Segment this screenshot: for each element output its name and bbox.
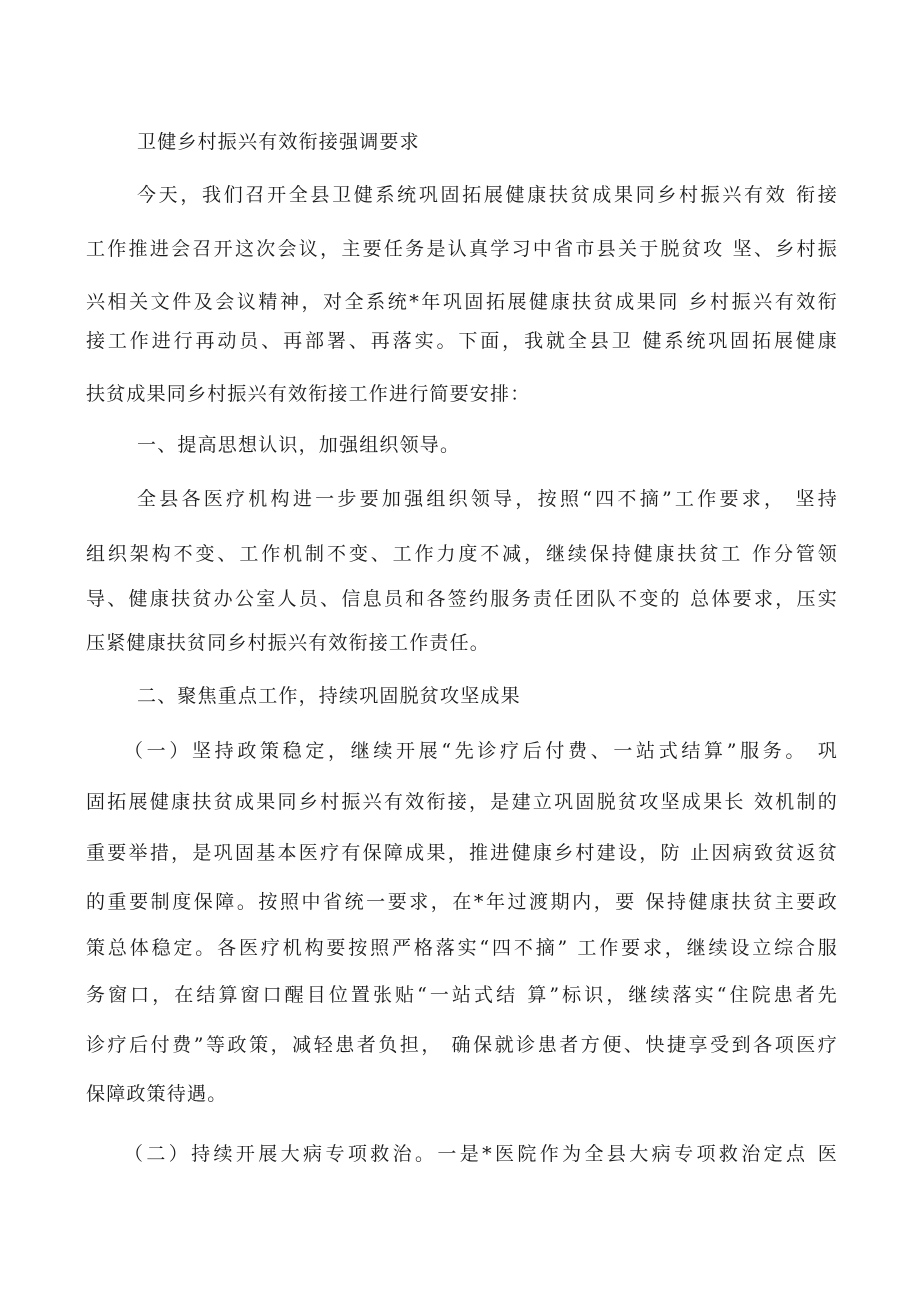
- paragraph-line: 的重要制度保障。按照中省统一要求，在*年过渡期内，要 保持健康扶贫主要政: [86, 891, 838, 913]
- paragraph-line: （二）持续开展大病专项救治。一是*医院作为全县大病专项救治定点 医: [124, 1143, 838, 1165]
- section-heading: 二、聚焦重点工作，持续巩固脱贫攻坚成果: [137, 685, 521, 707]
- paragraph-line: 全县各医疗机构进一步要加强组织领导，按照“四不摘”工作要求， 坚持: [137, 488, 838, 510]
- paragraph-line: 扶贫成果同乡村振兴有效衔接工作进行简要安排：: [86, 383, 531, 405]
- paragraph-line: 导、健康扶贫办公室人员、信息员和各签约服务责任团队不变的 总体要求，压实: [86, 588, 838, 610]
- paragraph-line: 固拓展健康扶贫成果同乡村振兴有效衔接，是建立巩固脱贫攻坚成果长 效机制的: [86, 791, 838, 813]
- paragraph-line: 策总体稳定。各医疗机构要按照严格落实“四不摘” 工作要求，继续设立综合服: [86, 937, 838, 959]
- paragraph-line: 保障政策待遇。: [86, 1083, 228, 1105]
- section-heading: 一、提高思想认识，加强组织领导。: [137, 434, 461, 456]
- paragraph-line: 重要举措，是巩固基本医疗有保障成果，推进健康乡村建设，防 止因病致贫返贫: [86, 842, 838, 864]
- paragraph-line: 压紧健康扶贫同乡村振兴有效衔接工作责任。: [86, 632, 491, 654]
- paragraph-line: 组织架构不变、工作机制不变、工作力度不减，继续保持健康扶贫工 作分管领: [86, 543, 838, 565]
- paragraph-line: 务窗口，在结算窗口醒目位置张贴“一站式结 算”标识，继续落实“住院患者先: [86, 984, 838, 1006]
- paragraph-line: 诊疗后付费”等政策，减轻患者负担， 确保就诊患者方便、快捷享受到各项医疗: [86, 1034, 838, 1056]
- paragraph-line: 接工作进行再动员、再部署、再落实。下面，我就全县卫 健系统巩固拓展健康: [86, 330, 838, 352]
- document-title: 卫健乡村振兴有效衔接强调要求: [137, 131, 420, 153]
- paragraph-line: 今天，我们召开全县卫健系统巩固拓展健康扶贫成果同乡村振兴有效 衔接: [137, 184, 838, 206]
- paragraph-line: 工作推进会召开这次会议，主要任务是认真学习中省市县关于脱贫攻 坚、乡村振: [86, 238, 838, 260]
- paragraph-line: （一）坚持政策稳定，继续开展“先诊疗后付费、一站式结算”服务。 巩: [124, 740, 838, 762]
- paragraph-line: 兴相关文件及会议精神，对全系统*年巩固拓展健康扶贫成果同 乡村振兴有效衔: [86, 291, 838, 313]
